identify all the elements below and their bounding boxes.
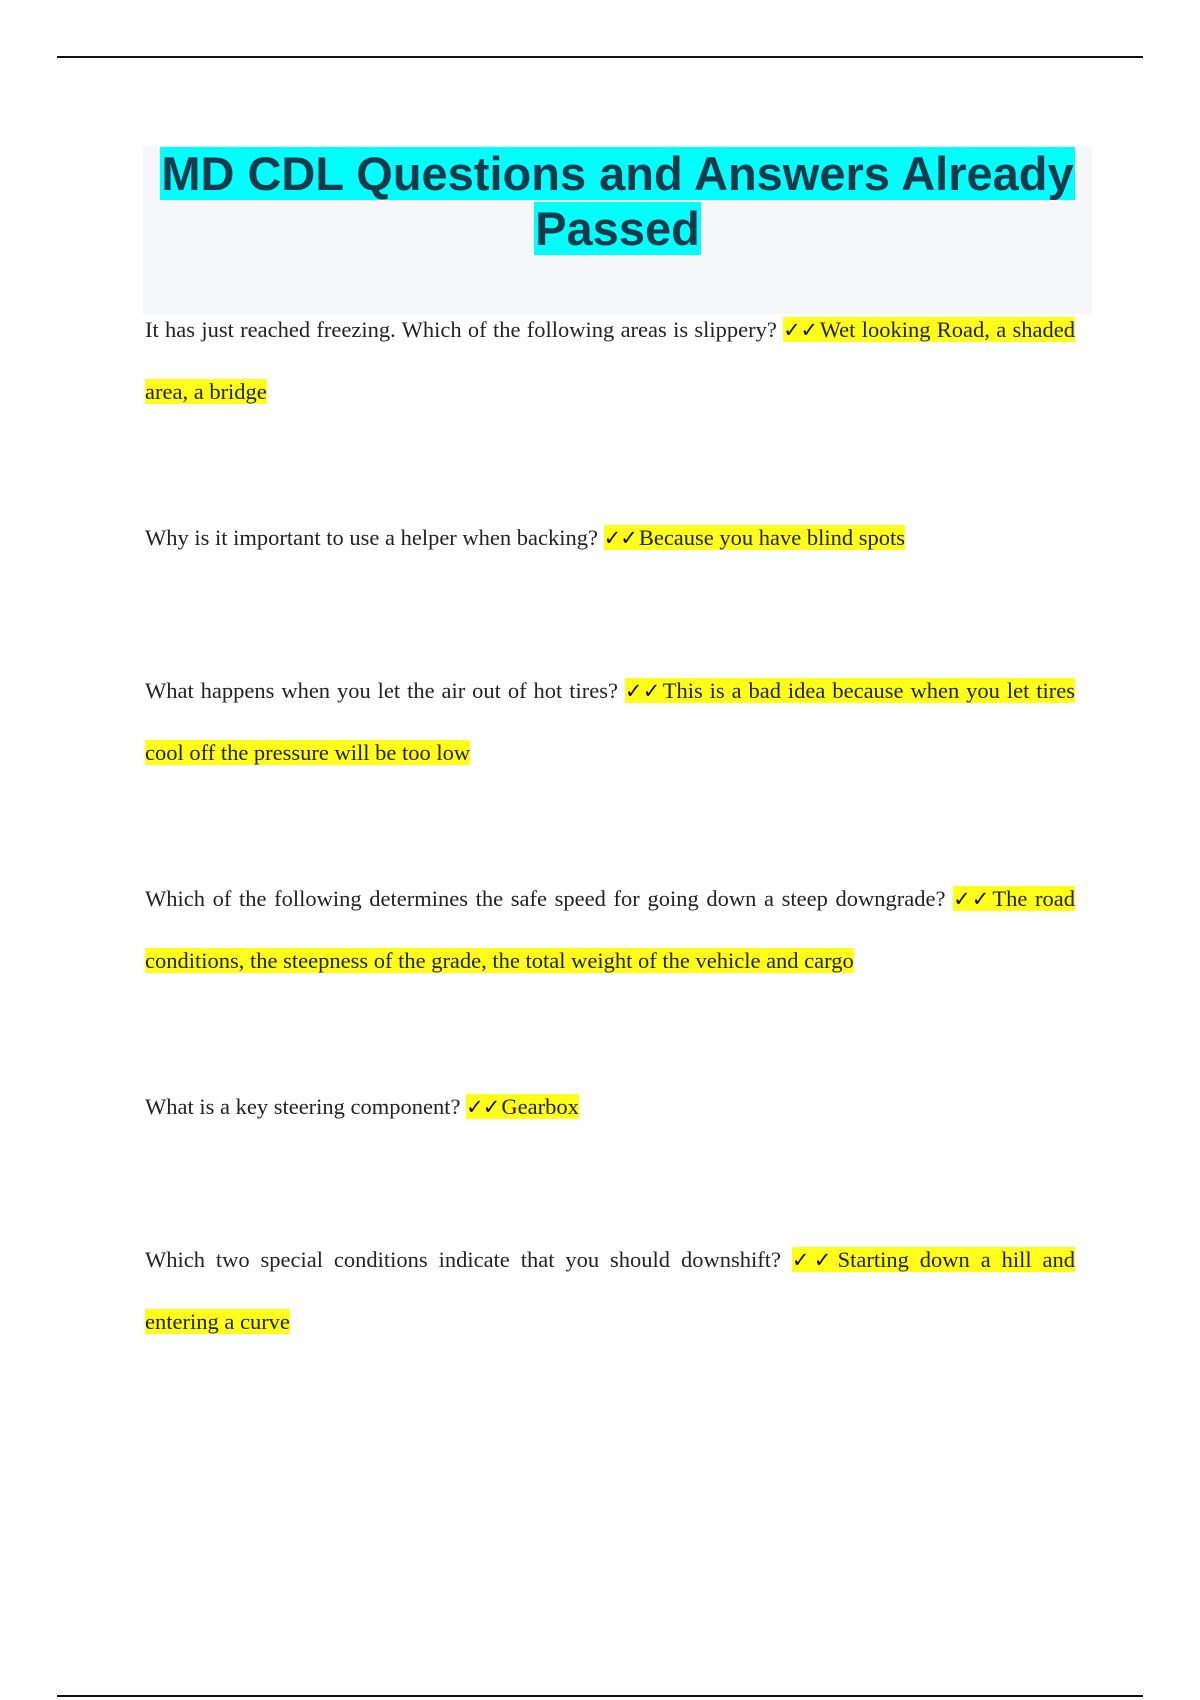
answer-highlight <box>466 1094 579 1119</box>
qa-item-4 <box>145 868 1075 991</box>
qa-item-6 <box>145 1229 1075 1352</box>
double-check-icon: ✓✓ <box>953 887 991 911</box>
question-text: Which of the following determines the safe speed for going down a steep downgrade? <box>145 886 946 911</box>
title-line-1: MD CDL Questions and Answers Already <box>161 147 1074 200</box>
question-text: Why is it important to use a helper when backing? <box>145 525 598 550</box>
document-title <box>143 146 1092 256</box>
answer-text: Gearbox <box>501 1094 579 1119</box>
top-rule <box>57 56 1143 58</box>
question-text: It has just reached freezing. Which of the following areas is slippery? <box>145 317 777 342</box>
qa-item-1 <box>145 299 1075 422</box>
title-block <box>143 146 1092 314</box>
qa-item-2 <box>145 507 1075 569</box>
double-check-icon: ✓✓ <box>791 1248 836 1272</box>
double-check-icon: ✓✓ <box>783 318 818 342</box>
question-text: What happens when you let the air out of hot tires? <box>145 678 618 703</box>
qa-item-5 <box>145 1076 1075 1138</box>
double-check-icon: ✓✓ <box>624 679 661 703</box>
question-text: What is a key steering component? <box>145 1094 461 1119</box>
qa-item-3 <box>145 660 1075 783</box>
answer-text: The road conditions, the steepness of the grade, the total weight of the vehicle and cargo <box>145 886 1075 973</box>
answer-text: Because you have blind spots <box>638 525 906 550</box>
question-text: Which two special conditions indicate that you should downshift? <box>145 1247 781 1272</box>
bottom-rule <box>57 1695 1143 1697</box>
title-line-2: Passed <box>535 202 700 255</box>
answer-highlight <box>604 525 905 550</box>
double-check-icon: ✓✓ <box>466 1095 500 1119</box>
double-check-icon: ✓✓ <box>603 526 637 550</box>
answer-text: Starting down a hill and entering a curve <box>145 1247 1075 1334</box>
answer-text: This is a bad idea because when you let tires cool off the pressure will be too low <box>145 678 1075 765</box>
answer-text: Wet looking Road, a shaded area, a bridge <box>145 317 1075 404</box>
